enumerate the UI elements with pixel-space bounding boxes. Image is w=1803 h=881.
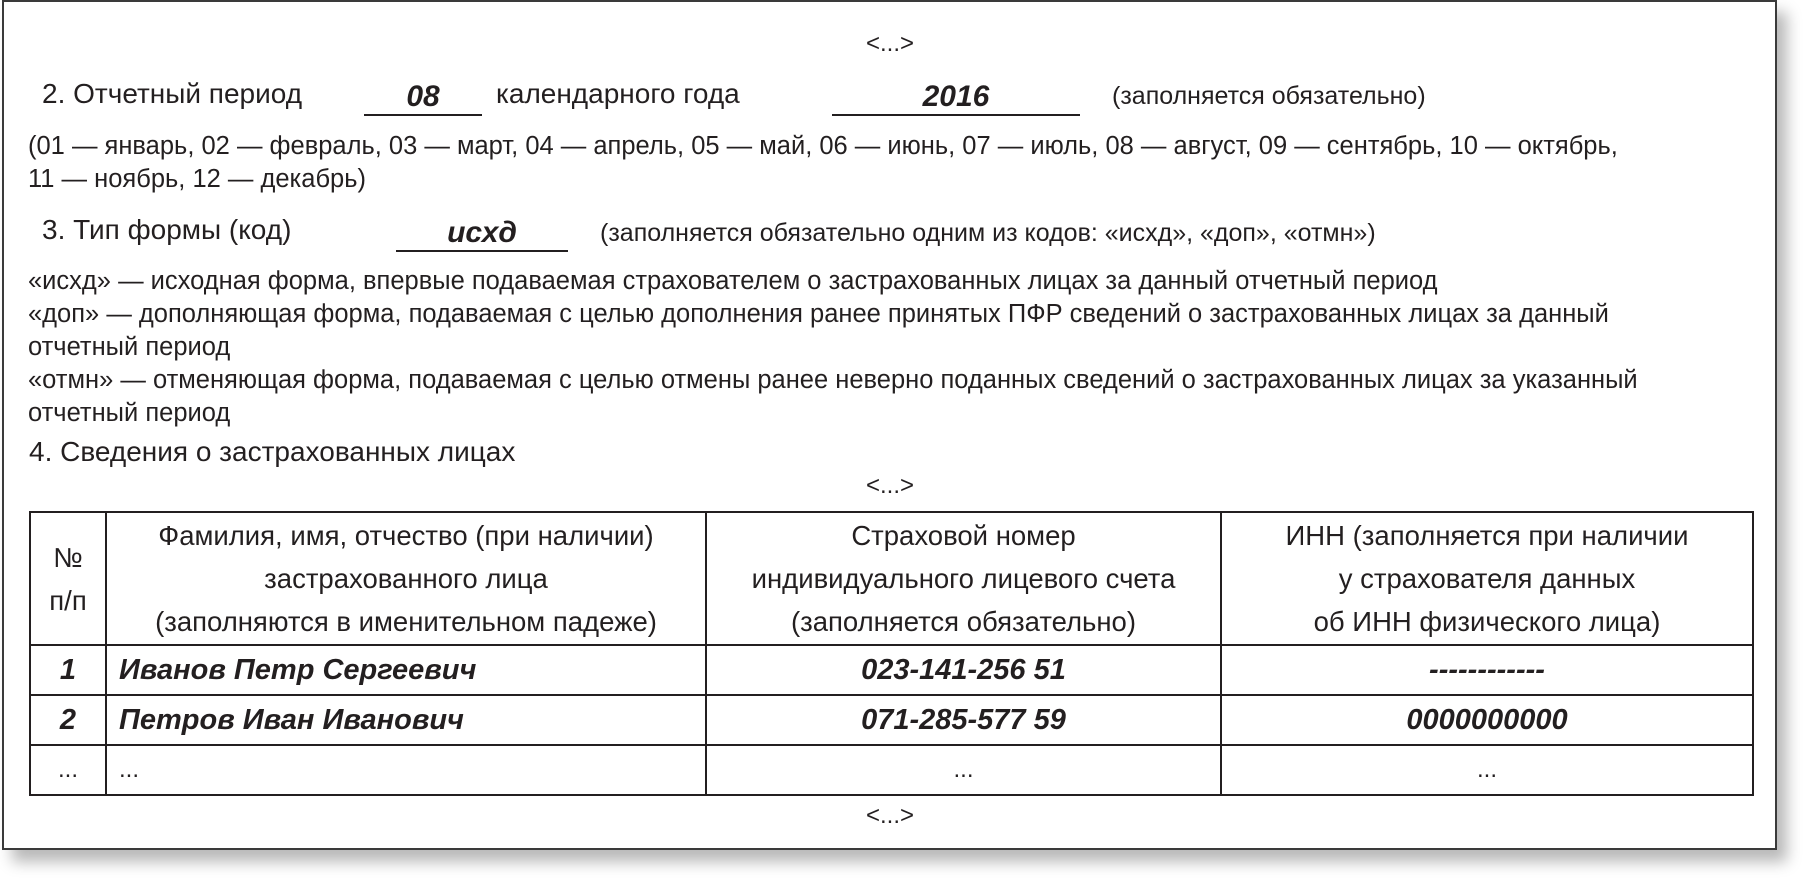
period-note: (заполняется обязательно) [1112,82,1426,110]
section4-ellipsis: <...> [866,472,915,499]
top-ellipsis: <...> [866,30,915,57]
period-legend-line1: (01 — январь, 02 — февраль, 03 — март, 04 — апрель, 05 — май, 06 — июнь, 07 — июль, 08 — август, 09 — сентябрь, 10 — октябрь, [28,132,1618,160]
table-row [30,745,1753,795]
period-month-field: 08 [364,80,482,116]
table-row [30,645,1753,695]
section4-title: 4. Сведения о застрахованных лицах [29,436,516,467]
cell-name: ... [106,745,706,795]
header-name-line2: застрахованного лица [264,563,548,594]
period-year-field: 2016 [832,80,1080,116]
document-sheet [2,0,1777,850]
header-name [106,512,706,645]
header-inn-line1: ИНН (заполняется при наличии [1285,520,1689,551]
form-type-note: (заполняется обязательно одним из кодов: «исхд», «доп», «отмн») [600,219,1376,247]
cell-num: 2 [30,695,106,745]
header-name-line1: Фамилия, имя, отчество (при наличии) [158,520,654,551]
form-type-label: 3. Тип формы (код) [42,214,292,245]
insured-persons-table [29,511,1754,796]
cell-name: Петров Иван Иванович [106,695,706,745]
cell-num: ... [30,745,106,795]
form-type-desc-dop-line1: «доп» — дополняющая форма, подаваемая с целью дополнения ранее принятых ПФР сведений о застрахованных лицах за данный [28,300,1609,328]
cell-name: Иванов Петр Сергеевич [106,645,706,695]
header-snils [706,512,1221,645]
form-type-desc-dop-line2: отчетный период [28,333,231,361]
header-name-line3: (заполняются в именительном падеже) [155,606,657,637]
header-num-line2: п/п [49,584,87,616]
table-row [30,695,1753,745]
period-middle-text: календарного года [496,78,740,109]
header-num-line1: № [53,541,83,573]
header-num [30,512,106,645]
header-snils-line1: Страховой номер [851,520,1076,551]
form-type-field: исхд [396,216,568,252]
form-type-desc-ishd: «исхд» — исходная форма, впервые подаваемая страхователем о застрахованных лицах за данный отчетный период [28,267,1438,295]
cell-inn: ... [1221,745,1753,795]
cell-snils: 023-141-256 51 [706,645,1221,695]
header-inn [1221,512,1753,645]
header-inn-line3: об ИНН физического лица) [1313,606,1661,637]
period-label: 2. Отчетный период [42,78,303,109]
table-header-row [30,512,1753,645]
period-legend-line2: 11 — ноябрь, 12 — декабрь) [28,165,367,193]
cell-snils: ... [706,745,1221,795]
cell-inn: ------------ [1221,645,1753,695]
header-snils-line3: (заполняется обязательно) [790,606,1137,637]
form-type-desc-otmn-line1: «отмн» — отменяющая форма, подаваемая с целью отмены ранее неверно поданных сведений о застрахованных лицах за указанный [28,366,1638,394]
cell-snils: 071-285-577 59 [706,695,1221,745]
bottom-ellipsis: <...> [866,802,915,829]
form-type-desc-otmn-line2: отчетный период [28,399,231,427]
cell-inn: 0000000000 [1221,695,1753,745]
cell-num: 1 [30,645,106,695]
header-snils-line2: индивидуального лицевого счета [751,563,1176,594]
header-inn-line2: у страхователя данных [1338,563,1636,594]
